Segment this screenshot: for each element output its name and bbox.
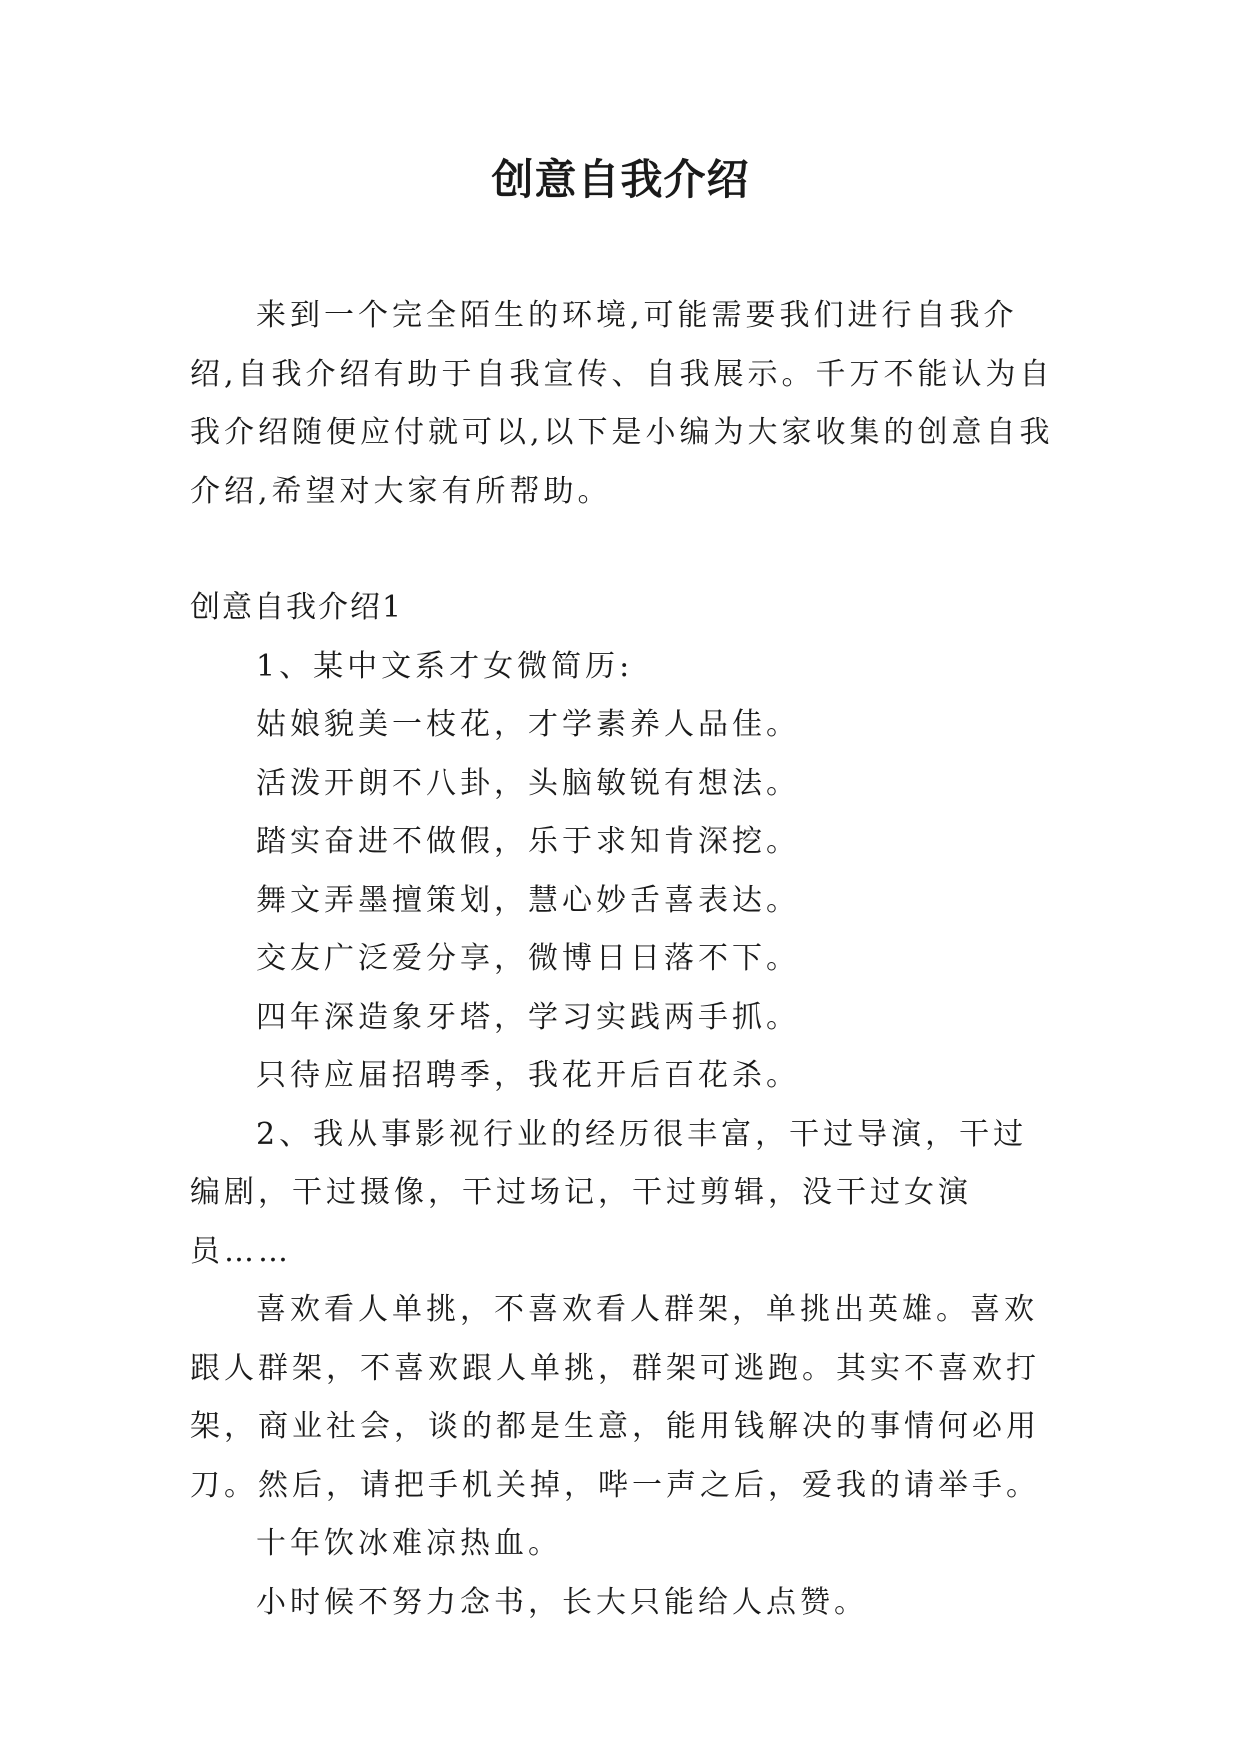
document-title: 创意自我介绍	[491, 155, 750, 204]
document-body	[190, 287, 1060, 1632]
poem-line: 交友广泛爱分享，微博日日落不下。	[256, 941, 800, 976]
poem-line: 只待应届招聘季，我花开后百花杀。	[256, 1058, 800, 1093]
intro-paragraph: 来到一个完全陌生的环境,可能需要我们进行自我介绍,自我介绍有助于自我宣传、自我展示。千万不能认为自我介绍随便应付就可以,以下是小编为大家收集的创意自我介绍,希望对大家有所帮助。	[190, 298, 1054, 509]
paragraph: 喜欢看人单挑，不喜欢看人群架，单挑出英雄。喜欢跟人群架，不喜欢跟人单挑，群架可逃跑。其实不喜欢打架，商业社会，谈的都是生意，能用钱解决的事情何必用刀。然后，请把手机关掉，哔一声之后，爱我的请举手。	[190, 1292, 1040, 1503]
poem-line: 舞文弄墨擅策划，慧心妙舌喜表达。	[256, 882, 800, 918]
paragraph: 1、某中文系才女微简历:	[256, 648, 634, 684]
section-heading: 创意自我介绍1	[190, 590, 404, 625]
poem-line: 四年深造象牙塔，学习实践两手抓。	[256, 999, 800, 1035]
paragraph: 十年饮冰难凉热血。	[256, 1526, 562, 1561]
paragraph: 2、我从事影视行业的经历很丰富，干过导演，干过编剧，干过摄像，干过场记，干过剪辑，没干过女演员……	[190, 1116, 1028, 1269]
poem-line: 踏实奋进不做假，乐于求知肯深挖。	[256, 824, 800, 859]
poem-line: 活泼开朗不八卦，头脑敏锐有想法。	[256, 765, 800, 801]
poem-line: 姑娘貌美一枝花，才学素养人品佳。	[256, 707, 800, 742]
paragraph: 小时候不努力念书，长大只能给人点赞。	[256, 1584, 868, 1620]
